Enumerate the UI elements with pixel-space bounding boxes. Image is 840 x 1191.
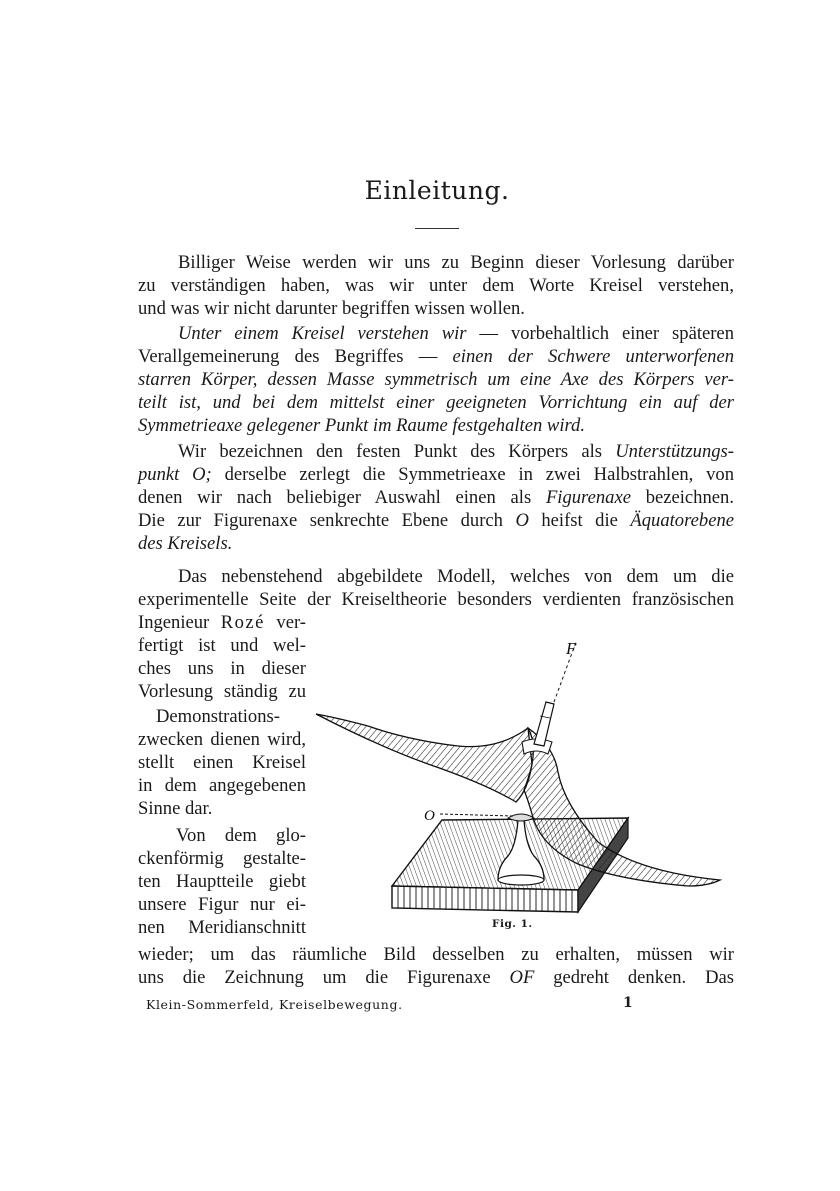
p4-narrow-line-6: zwecken dienen wird, — [138, 729, 306, 750]
p3-line-4: Die zur Figurenaxe senkrechte Ebene durch O heifst die Äquatorebene — [138, 510, 734, 531]
p4-line-2: experimentelle Seite der Kreiseltheorie besonders verdienten französischen — [138, 589, 734, 610]
p4-narrow-line-2: fertigt ist und wel- — [138, 635, 306, 656]
footer-signature: Klein-Sommerfeld, Kreiselbewegung. — [146, 997, 403, 1012]
p4-narrow-line-7: stellt einen Kreisel — [138, 752, 306, 773]
point-o-leader — [440, 814, 514, 816]
label-f: F — [566, 639, 577, 658]
p4-narrow-line-3: ches uns in dieser — [138, 658, 306, 679]
p3-line-5: des Kreisels. — [138, 533, 233, 554]
p5-narrow-line-3: ten Hauptteile giebt — [138, 871, 306, 892]
p4-narrow-line-5: Demonstrations- — [156, 706, 280, 727]
p2-line-4: teilt ist, und bei dem mittelst einer geeigneten Vorrichtung ein auf der — [138, 392, 734, 413]
p5-line-1: wieder; um das räumliche Bild desselben zu erhalten, müssen wir — [138, 944, 734, 965]
p4-narrow-line-4: Vorlesung ständig zu — [138, 681, 306, 702]
title-divider — [415, 228, 459, 229]
figure-caption: Fig. 1. — [492, 918, 533, 930]
p4-narrow-line-8: in dem angegebenen — [138, 775, 306, 796]
p5-line-2: uns die Zeichnung um die Figurenaxe OF gedreht denken. Das — [138, 967, 734, 988]
p5-narrow-line-4: unsere Figur nur ei- — [138, 894, 306, 915]
label-o: O — [424, 808, 435, 824]
p1-line-2: zu verständigen haben, was wir unter dem Worte Kreisel verstehen, — [138, 275, 734, 296]
p4-narrow-line-9: Sinne dar. — [138, 798, 213, 819]
p4-narrow-line-1: Ingenieur Rozé ver- — [138, 612, 306, 633]
p2-line-2: Verallgemeinerung des Begriffes — einen der Schwere unterworfenen — [138, 346, 734, 367]
page-title: Einleitung. — [364, 176, 510, 205]
p3-line-1: Wir bezeichnen den festen Punkt des Körpers als Unterstützungs- — [178, 441, 734, 462]
p5-narrow-line-2: ckenförmig gestalte- — [138, 848, 306, 869]
p4-line-1: Das nebenstehend abgebildete Modell, welches von dem um die — [178, 566, 734, 587]
gyroscope-figure — [308, 624, 740, 940]
p2-line-3: starren Körper, dessen Masse symmetrisch um eine Axe des Körpers ver- — [138, 369, 734, 390]
p2-line-5: Symmetrieaxe gelegener Punkt im Raume festgehalten wird. — [138, 415, 585, 436]
p5-narrow-line-1: Von dem glo- — [176, 825, 306, 846]
p3-line-2: punkt O; derselbe zerlegt die Symmetrieaxe in zwei Halbstrahlen, von — [138, 464, 734, 485]
p5-narrow-line-5: nen Meridianschnitt — [138, 917, 306, 938]
page-number: 1 — [623, 995, 633, 1011]
p1-line-3: und was wir nicht darunter begriffen wissen wollen. — [138, 298, 525, 319]
p2-line-1: Unter einem Kreisel verstehen wir — vorbehaltlich einer späteren — [178, 323, 734, 344]
p3-line-3: denen wir nach beliebiger Auswahl einen als Figurenaxe bezeichnen. — [138, 487, 734, 508]
p1-line-1: Billiger Weise werden wir uns zu Beginn dieser Vorlesung darüber — [178, 252, 734, 273]
